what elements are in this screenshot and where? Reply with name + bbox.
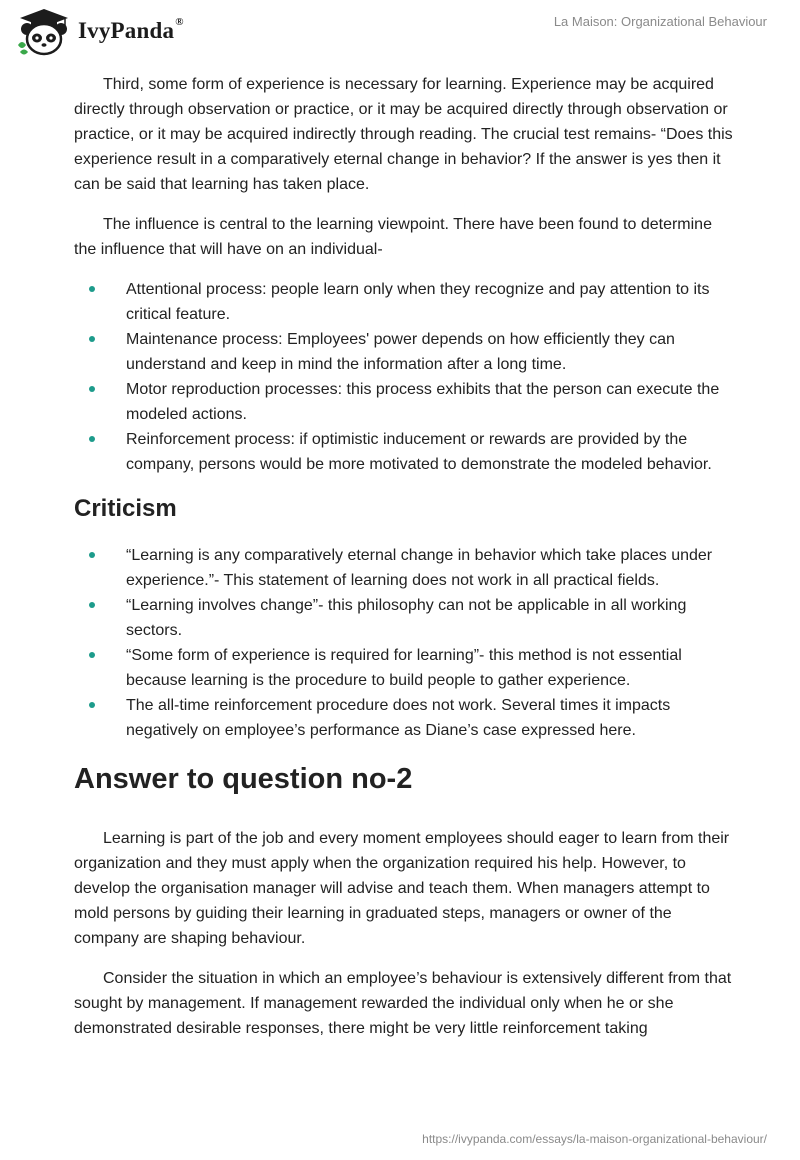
influence-list: [74, 277, 734, 477]
list-item: Reinforcement process: if optimistic inducement or rewards are provided by the company, persons would be more motivated to demonstrate the modeled behavior.: [74, 427, 734, 477]
document-title: La Maison: Organizational Behaviour: [553, 14, 767, 29]
list-item: The all-time reinforcement procedure does not work. Several times it impacts negatively on employee’s performance as Diane’s case expressed here.: [74, 693, 734, 743]
paragraph-situation: Consider the situation in which an employee’s behaviour is extensively different from that sought by management. If management rewarded the individual only when he or she demonstrated desirable responses, there might be very little reinforcement taking: [74, 970, 732, 1037]
criticism-list: [74, 543, 734, 743]
heading-criticism: Criticism: [74, 495, 177, 522]
brand-name[interactable]: IvyPanda®: [78, 16, 184, 43]
list-item: Motor reproduction processes: this process exhibits that the person can execute the modeled actions.: [74, 377, 734, 427]
page-header: [0, 0, 800, 70]
essay-content: [74, 72, 734, 1056]
list-item: “Learning is any comparatively eternal change in behavior which take places under experience.”- This statement of learning does not work in all practical fields.: [74, 543, 734, 593]
paragraph-learning-job: Learning is part of the job and every moment employees should eager to learn from their organization and they must apply when the organization required his help. However, to develop the organisation manager will advise and teach them. When managers attempt to mold persons by guiding their learning in graduated steps, managers or owner of the company are shaping behaviour.: [74, 830, 730, 947]
list-item: “Learning involves change”- this philosophy can not be applicable in all working sectors.: [74, 593, 734, 643]
heading-answer-question-2: Answer to question no-2: [74, 763, 413, 795]
list-item: “Some form of experience is required for learning”- this method is not essential because learning is the procedure to build people to gather experience.: [74, 643, 734, 693]
panda-logo-icon[interactable]: [14, 7, 74, 57]
list-item: Maintenance process: Employees' power depends on how efficiently they can understand and keep in mind the information after a long time.: [74, 327, 734, 377]
paragraph-experience: Third, some form of experience is necessary for learning. Experience may be acquired directly through observation or practice, or it may be acquired directly through observation or practice, or it may be acquired indirectly through reading. The crucial test remains- “Does this experience result in a comparatively eternal change in behavior? If the answer is yes then it can be said that learning has taken place.: [74, 76, 733, 193]
paragraph-influence: The influence is central to the learning viewpoint. There have been found to determine the influence that will have on an individual-: [74, 216, 712, 258]
source-url[interactable]: https://ivypanda.com/essays/la-maison-organizational-behaviour/: [422, 1132, 767, 1146]
list-item: Attentional process: people learn only when they recognize and pay attention to its critical feature.: [74, 277, 734, 327]
